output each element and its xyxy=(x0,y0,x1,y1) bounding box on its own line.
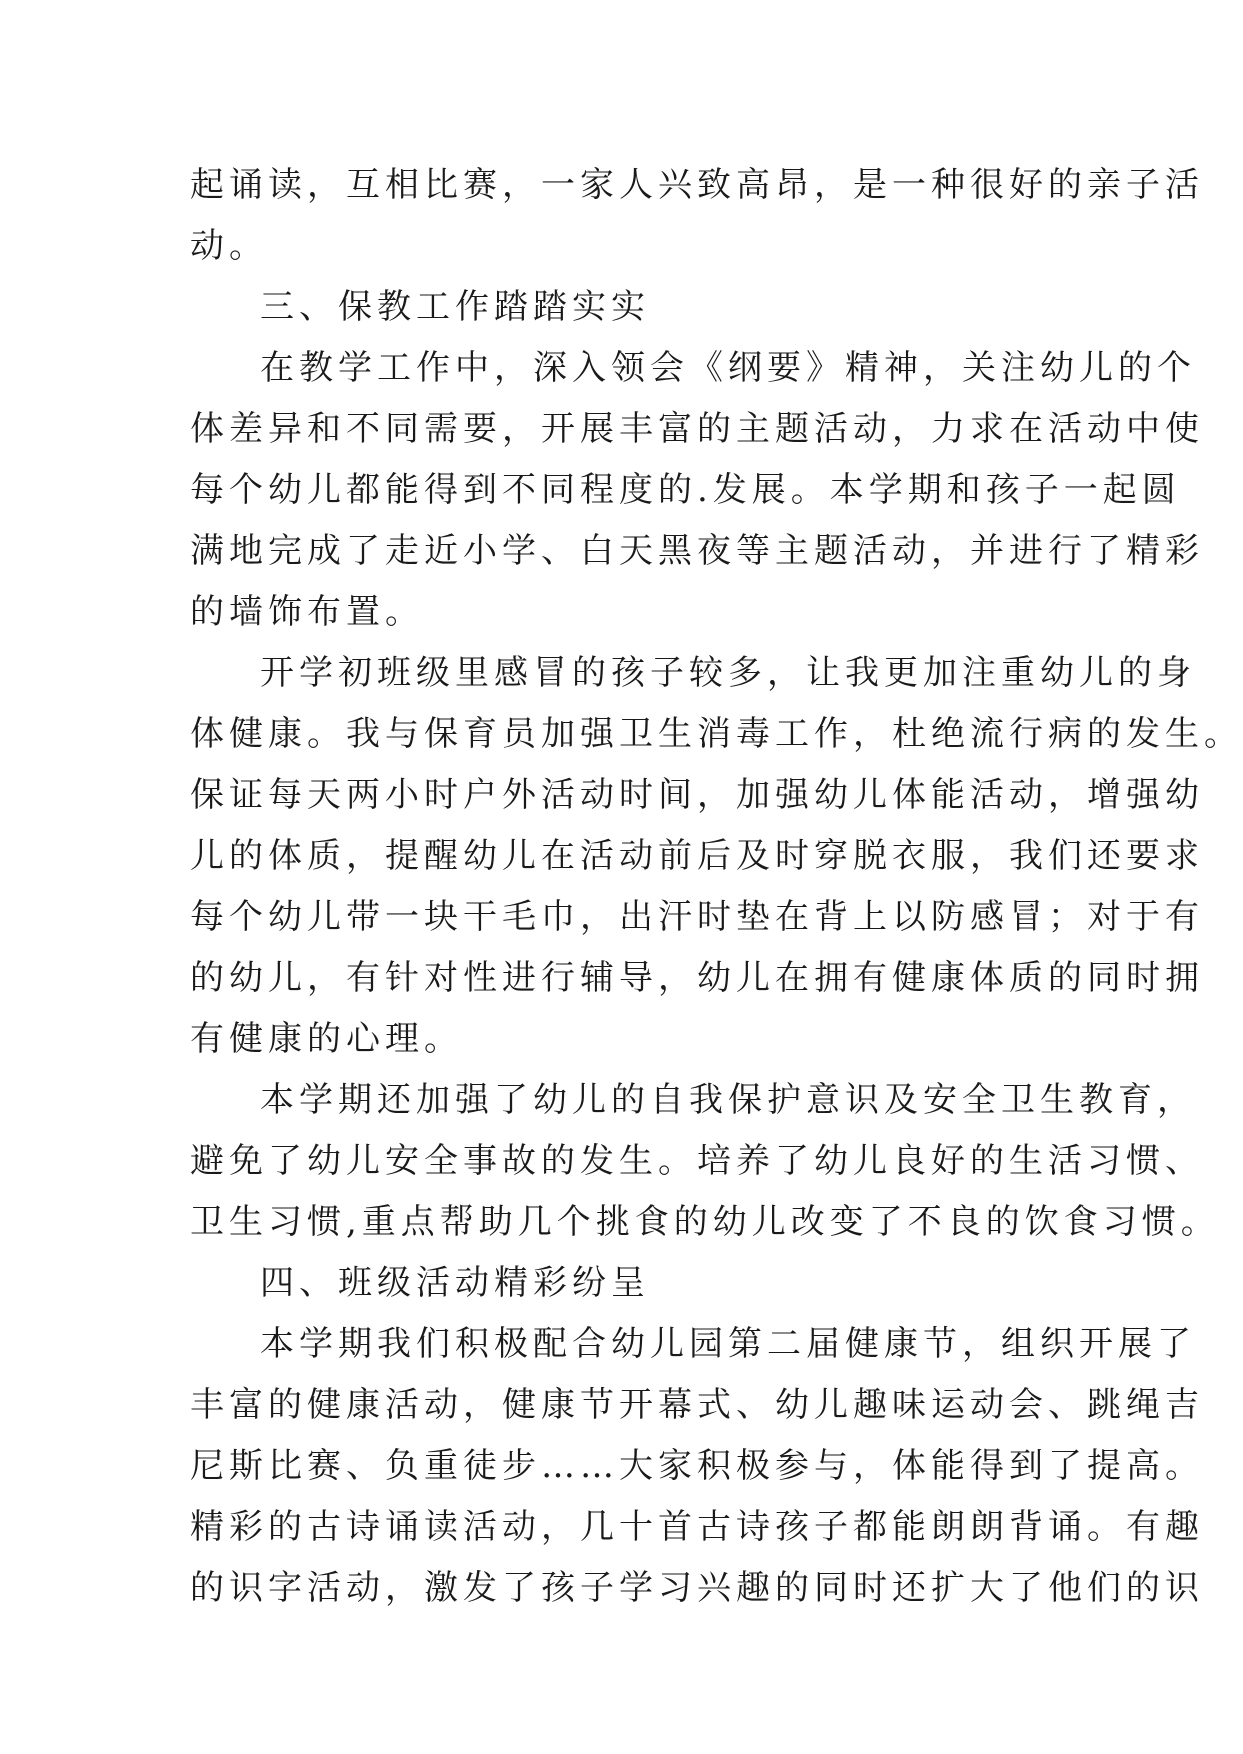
text-line: 丰富的健康活动，健康节开幕式、幼儿趣味运动会、跳绳吉 xyxy=(190,1385,1204,1425)
text-line: 在教学工作中，深入领会《纲要》精神，关注幼儿的个 xyxy=(260,348,1196,388)
text-line: 开学初班级里感冒的孩子较多，让我更加注重幼儿的身 xyxy=(260,653,1196,693)
text-line: 儿的体质，提醒幼儿在活动前后及时穿脱衣服，我们还要求 xyxy=(190,836,1204,876)
document-page xyxy=(190,155,1243,1619)
section-heading: 三、保教工作踏踏实实 xyxy=(260,287,650,327)
text-line: 每个幼儿带一块干毛巾，出汗时垫在背上以防感冒；对于有 xyxy=(190,897,1204,937)
text-line: 本学期我们积极配合幼儿园第二届健康节，组织开展了 xyxy=(260,1324,1196,1364)
text-line: 保证每天两小时户外活动时间，加强幼儿体能活动，增强幼 xyxy=(190,775,1204,815)
text-line: 精彩的古诗诵读活动，几十首古诗孩子都能朗朗背诵。有趣 xyxy=(190,1507,1204,1547)
text-line: 体健康。我与保育员加强卫生消毒工作，杜绝流行病的发生。 xyxy=(190,714,1243,754)
text-line: 尼斯比赛、负重徒步……大家积极参与，体能得到了提高。 xyxy=(190,1446,1204,1486)
text-line: 本学期还加强了幼儿的自我保护意识及安全卫生教育， xyxy=(260,1080,1196,1120)
text-line: 动。 xyxy=(190,226,268,266)
text-line: 体差异和不同需要，开展丰富的主题活动，力求在活动中使 xyxy=(190,409,1204,449)
text-line: 的墙饰布置。 xyxy=(190,592,424,632)
text-line: 每个幼儿都能得到不同程度的.发展。本学期和孩子一起圆 xyxy=(190,470,1181,510)
text-line: 的幼儿，有针对性进行辅导，幼儿在拥有健康体质的同时拥 xyxy=(190,958,1204,998)
section-heading: 四、班级活动精彩纷呈 xyxy=(260,1263,650,1303)
text-line: 有健康的心理。 xyxy=(190,1019,463,1059)
text-line: 起诵读，互相比赛，一家人兴致高昂，是一种很好的亲子活 xyxy=(190,165,1204,205)
text-line: 卫生习惯,重点帮助几个挑食的幼儿改变了不良的饮食习惯。 xyxy=(190,1202,1220,1242)
text-line: 满地完成了走近小学、白天黑夜等主题活动，并进行了精彩 xyxy=(190,531,1204,571)
text-line: 的识字活动，激发了孩子学习兴趣的同时还扩大了他们的识 xyxy=(190,1568,1204,1608)
text-line: 避免了幼儿安全事故的发生。培养了幼儿良好的生活习惯、 xyxy=(190,1141,1204,1181)
